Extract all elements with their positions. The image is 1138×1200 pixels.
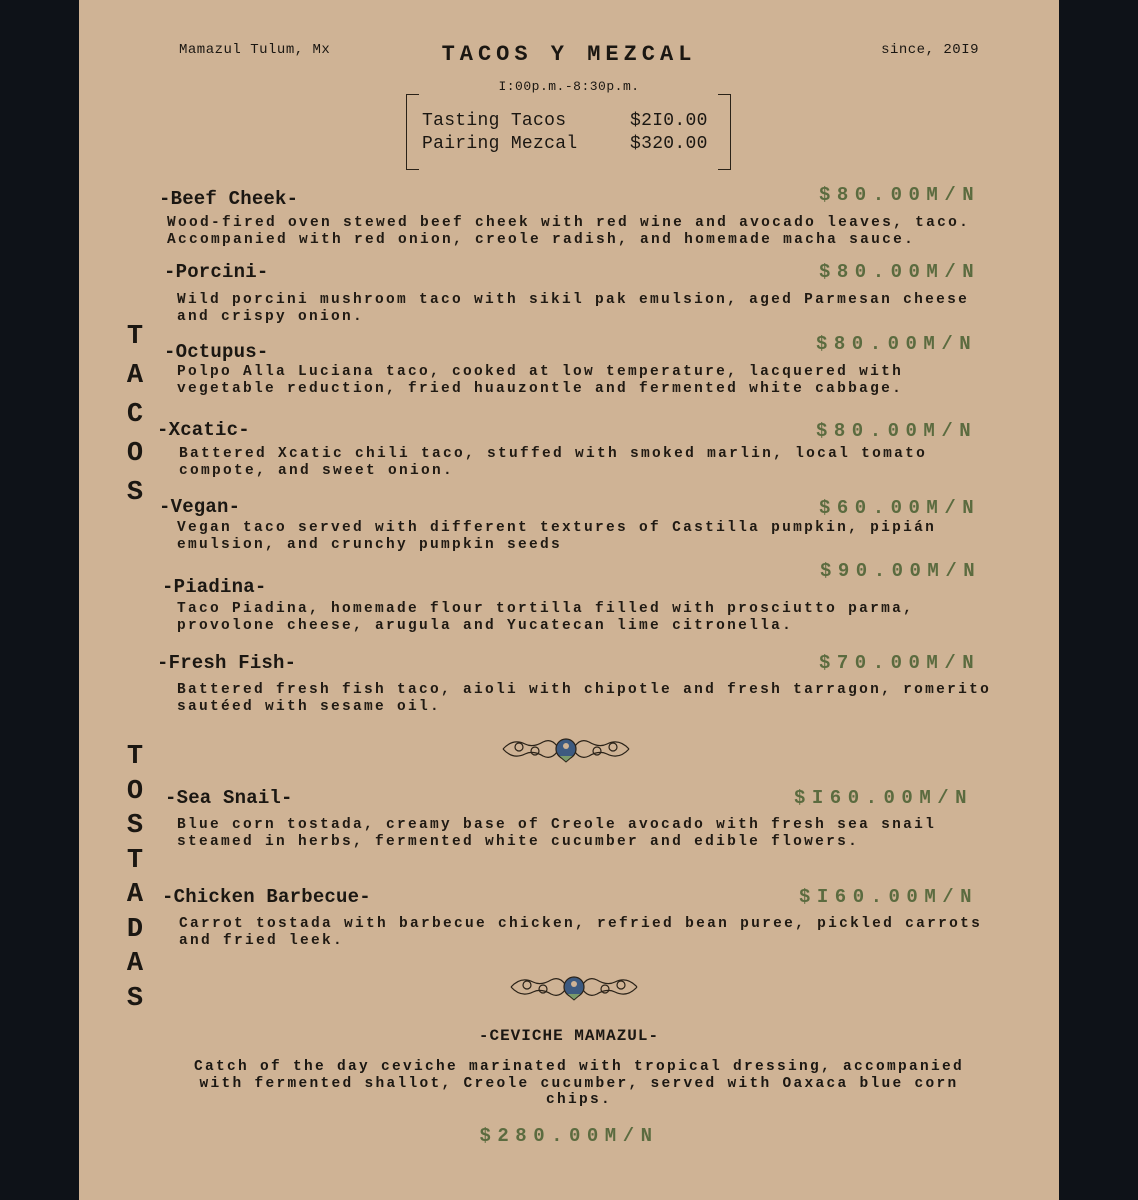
tostadas-section-label xyxy=(115,740,155,1016)
opening-hours: I:00p.m.-8:30p.m. xyxy=(498,79,640,94)
section-letter: S xyxy=(126,983,144,1014)
menu-item-name: -Vegan- xyxy=(159,496,241,518)
menu-item-description: Carrot tostada with barbecue chicken, refried bean puree, pickled carrots and fried leek. xyxy=(179,916,983,949)
section-letter: A xyxy=(126,361,144,391)
menu-item-price: $70.00M/N xyxy=(819,652,981,674)
tasting-box xyxy=(406,94,731,168)
ceviche-description: Catch of the day ceviche marinated with tropical dressing, accompanied with fermented shallot, Creole cucumber, served with Oaxaca blue corn chips. xyxy=(193,1059,965,1108)
menu-item-description: Blue corn tostada, creamy base of Creole avocado with fresh sea snail steamed in herbs, fermented white cucumber and edible flowers. xyxy=(177,817,937,850)
menu-item-price: $80.00M/N xyxy=(819,184,981,206)
menu-item-name: -Fresh Fish- xyxy=(157,652,297,674)
tasting-price: $2I0.00 xyxy=(630,111,708,131)
since-year: since, 20I9 xyxy=(881,42,979,58)
menu-item-price: $80.00M/N xyxy=(819,261,981,283)
floral-ornament-icon xyxy=(507,970,641,1004)
menu-item-description: Vegan taco served with different textures of Castilla pumpkin, pipián emulsion, and crunchy pumpkin seeds xyxy=(177,520,937,553)
menu-item-name: -Sea Snail- xyxy=(165,787,293,809)
menu-item-price: $90.00M/N xyxy=(820,560,982,582)
section-letter: A xyxy=(126,880,144,910)
tasting-price: $320.00 xyxy=(630,134,708,154)
tasting-label: Pairing Mezcal xyxy=(422,134,578,154)
menu-item-description: Wood-fired oven stewed beef cheek with red wine and avocado leaves, taco. Accompanied with red onion, creole radish, and homemade macha sauce. xyxy=(167,215,971,248)
section-letter: C xyxy=(126,400,144,430)
menu-item-description: Battered Xcatic chili taco, stuffed with smoked marlin, local tomato compote, and sweet onion. xyxy=(179,446,928,479)
section-letter: T xyxy=(126,322,144,352)
menu-item-name: -Porcini- xyxy=(164,261,269,283)
menu-item-name: -Piadina- xyxy=(162,576,267,598)
section-letter: T xyxy=(126,845,144,876)
menu-item-price: $I60.00M/N xyxy=(799,886,979,908)
menu-item-price: $80.00M/N xyxy=(816,420,978,442)
bracket-right xyxy=(718,94,731,170)
section-letter: T xyxy=(126,742,144,772)
section-letter: O xyxy=(126,439,144,469)
menu-item-price: $80.00M/N xyxy=(816,333,978,355)
section-letter: A xyxy=(126,949,144,979)
menu-item-description: Battered fresh fish taco, aioli with chipotle and fresh tarragon, romerito sautéed with sesame oil. xyxy=(177,682,992,715)
ceviche-name: -CEVICHE MAMAZUL- xyxy=(478,1027,660,1045)
section-letter: S xyxy=(126,811,144,841)
menu-item-name: -Chicken Barbecue- xyxy=(162,886,371,908)
section-letter: O xyxy=(126,776,144,807)
menu-item-name: -Xcatic- xyxy=(157,419,250,441)
tasting-row xyxy=(422,134,722,154)
floral-ornament-icon xyxy=(499,732,633,766)
section-letter: S xyxy=(126,478,144,508)
bracket-left xyxy=(406,94,419,170)
tacos-section-label xyxy=(115,318,155,513)
menu-item-description: Taco Piadina, homemade flour tortilla filled with prosciutto parma, provolone cheese, arugula and Yucatecan lime citronella. xyxy=(177,601,915,634)
tasting-row xyxy=(422,111,722,131)
menu-item-name: -Octupus- xyxy=(164,341,269,363)
menu-item-name: -Beef Cheek- xyxy=(159,188,299,210)
menu-item-price: $I60.00M/N xyxy=(794,787,974,809)
menu-item-description: Wild porcini mushroom taco with sikil pak emulsion, aged Parmesan cheese and crispy onion. xyxy=(177,292,970,325)
menu-item-description: Polpo Alla Luciana taco, cooked at low temperature, lacquered with vegetable reduction, fried huauzontle and fermented white cabbage. xyxy=(177,364,904,397)
section-letter: D xyxy=(126,914,144,945)
tasting-label: Tasting Tacos xyxy=(422,111,567,131)
menu-item-price: $60.00M/N xyxy=(819,497,981,519)
restaurant-location: Mamazul Tulum, Mx xyxy=(179,42,331,58)
ceviche-price: $280.00M/N xyxy=(479,1125,659,1147)
menu-title: TACOS Y MEZCAL xyxy=(441,42,697,67)
menu-page xyxy=(79,0,1059,1200)
